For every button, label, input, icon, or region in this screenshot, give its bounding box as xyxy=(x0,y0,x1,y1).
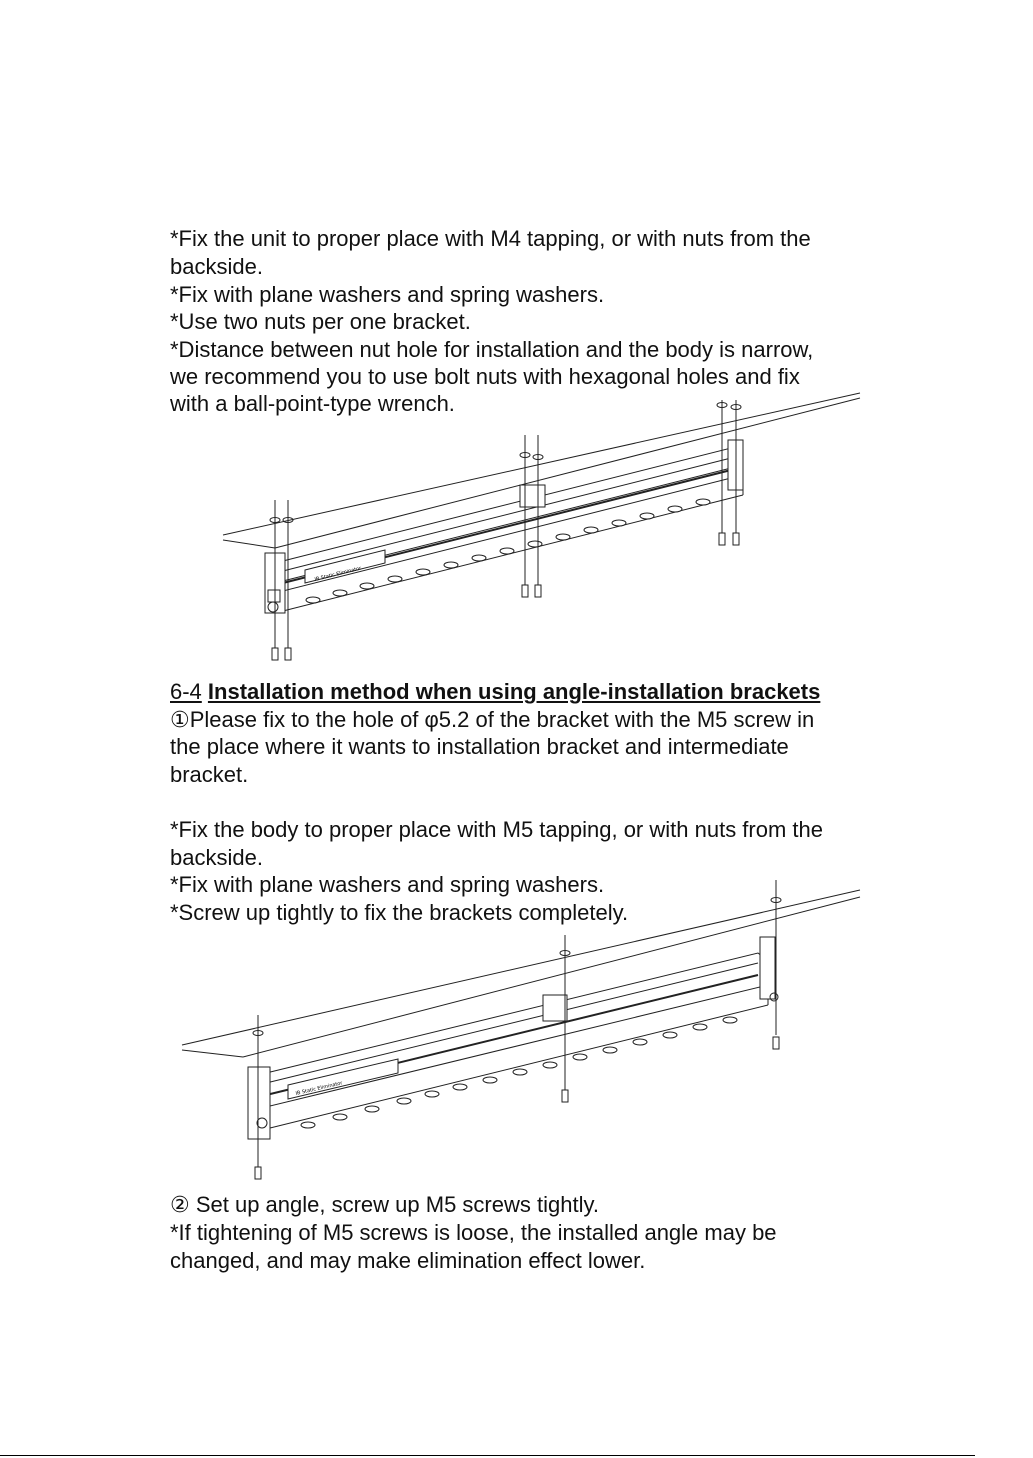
installation-figure-angle-brackets xyxy=(178,875,868,1185)
text-line: *Fix the body to proper place with M5 tapping, or with nuts from the xyxy=(170,817,823,842)
section-title: Installation method when using angle-installation brackets xyxy=(207,679,821,704)
text-line: *Distance between nut hole for installation and the body is narrow, xyxy=(170,337,814,362)
text-line: *If tightening of M5 screws is loose, the installed angle may be xyxy=(170,1220,777,1245)
installation-figure-nuts xyxy=(215,385,875,670)
text-line: *Fix the unit to proper place with M4 tapping, or with nuts from the xyxy=(170,226,811,251)
text-line: with a ball-point-type wrench. xyxy=(170,391,455,416)
section-heading xyxy=(170,678,820,705)
page-bottom-rule xyxy=(0,1455,975,1456)
text-line: ①Please fix to the hole of φ5.2 of the bracket with the M5 screw in xyxy=(170,707,815,732)
text-line: we recommend you to use bolt nuts with hexagonal holes and fix xyxy=(170,364,800,389)
text-line: the place where it wants to installation bracket and intermediate xyxy=(170,734,789,759)
text-line: bracket. xyxy=(170,762,249,787)
text-line: ② Set up angle, screw up M5 screws tightly. xyxy=(170,1192,599,1217)
text-line: *Use two nuts per one bracket. xyxy=(170,309,471,334)
section-number: 6-4 xyxy=(170,679,202,704)
text-line: changed, and may make elimination effect lower. xyxy=(170,1248,646,1273)
text-line: *Fix with plane washers and spring washers. xyxy=(170,282,605,307)
text-line: backside. xyxy=(170,254,263,279)
text-line: backside. xyxy=(170,845,263,870)
text-line: *Screw up tightly to fix the brackets completely. xyxy=(170,900,629,925)
product-label: IB Static Eliminator xyxy=(314,565,362,583)
product-label: IB Static Eliminator xyxy=(295,1080,344,1097)
text-line: *Fix with plane washers and spring washers. xyxy=(170,872,605,897)
